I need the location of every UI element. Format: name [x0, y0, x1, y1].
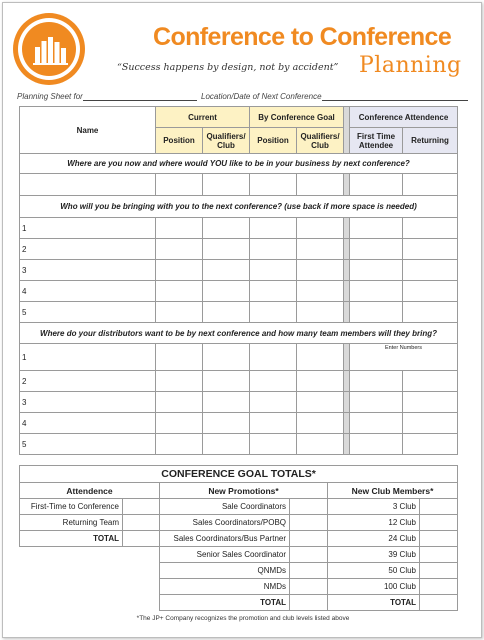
- promotion-label: Sales Coordinators/POBQ: [160, 515, 290, 531]
- input-cell[interactable]: [123, 531, 160, 547]
- row-number: 2: [20, 239, 156, 260]
- cell[interactable]: [297, 260, 344, 281]
- planning-sheet-for-field[interactable]: [17, 92, 197, 101]
- input-cell[interactable]: [290, 547, 328, 563]
- table-row: [20, 344, 458, 371]
- row-number: 5: [20, 434, 156, 455]
- enter-numbers-cell[interactable]: [350, 344, 458, 371]
- cell[interactable]: [403, 413, 458, 434]
- cell[interactable]: [350, 174, 403, 196]
- location-label: Location/Date of Next Conference: [201, 92, 322, 101]
- cell[interactable]: [297, 302, 344, 323]
- cell[interactable]: [250, 281, 297, 302]
- club-total-label: TOTAL: [328, 595, 420, 611]
- cell[interactable]: [156, 371, 203, 392]
- promotion-label: Senior Sales Coordinator: [160, 547, 290, 563]
- promotion-label: QNMDs: [160, 563, 290, 579]
- cell[interactable]: [403, 218, 458, 239]
- cell[interactable]: [403, 281, 458, 302]
- first-time-header: First Time Attendee: [350, 128, 403, 154]
- cell[interactable]: [203, 302, 250, 323]
- cell[interactable]: [156, 281, 203, 302]
- cell[interactable]: [203, 260, 250, 281]
- table-row: [20, 281, 458, 302]
- cell[interactable]: [297, 218, 344, 239]
- row-number: 1: [20, 218, 156, 239]
- planning-table: [19, 106, 458, 455]
- cell[interactable]: [350, 281, 403, 302]
- input-cell[interactable]: [290, 499, 328, 515]
- cell[interactable]: [203, 174, 250, 196]
- cell[interactable]: [156, 218, 203, 239]
- cell[interactable]: [250, 174, 297, 196]
- cell[interactable]: [350, 434, 403, 455]
- location-line: [322, 93, 468, 101]
- input-cell[interactable]: [420, 579, 458, 595]
- input-cell[interactable]: [420, 547, 458, 563]
- table-row: [20, 392, 458, 413]
- cell[interactable]: [203, 371, 250, 392]
- cell[interactable]: [156, 344, 203, 371]
- input-cell[interactable]: [420, 563, 458, 579]
- planning-sheet-line: [83, 93, 197, 101]
- row-number: 3: [20, 260, 156, 281]
- question-1: Where are you now and where would YOU like to be in your business by next conference?: [20, 154, 458, 174]
- cell[interactable]: [203, 392, 250, 413]
- promotions-total-label: TOTAL: [160, 595, 290, 611]
- location-field[interactable]: [201, 92, 468, 101]
- cell[interactable]: [156, 174, 203, 196]
- cell[interactable]: [403, 302, 458, 323]
- empty-cell: [20, 563, 160, 579]
- goal-totals-table: [19, 465, 458, 611]
- cell[interactable]: [156, 260, 203, 281]
- cell[interactable]: [250, 260, 297, 281]
- input-cell[interactable]: [290, 531, 328, 547]
- cell[interactable]: [350, 371, 403, 392]
- table-row: [20, 371, 458, 392]
- input-cell[interactable]: [420, 515, 458, 531]
- goal-qualifiers-header: Qualifiers/ Club: [297, 128, 344, 154]
- table-row: [20, 434, 458, 455]
- attendence-label: Returning Team: [20, 515, 123, 531]
- cell[interactable]: [20, 174, 156, 196]
- cell[interactable]: [156, 392, 203, 413]
- club-label: 12 Club: [328, 515, 420, 531]
- cell[interactable]: [403, 434, 458, 455]
- goal-header: By Conference Goal: [250, 107, 344, 128]
- attendence-label: First-Time to Conference: [20, 499, 123, 515]
- table-row: [20, 260, 458, 281]
- table-row: [20, 302, 458, 323]
- input-cell[interactable]: [290, 515, 328, 531]
- cell[interactable]: [403, 392, 458, 413]
- current-header: Current: [156, 107, 250, 128]
- cell[interactable]: [203, 413, 250, 434]
- input-cell[interactable]: [123, 515, 160, 531]
- input-cell[interactable]: [290, 579, 328, 595]
- empty-cell: [20, 547, 160, 563]
- cell[interactable]: [250, 302, 297, 323]
- cell[interactable]: [156, 302, 203, 323]
- cell[interactable]: [297, 281, 344, 302]
- input-cell[interactable]: [290, 595, 328, 611]
- current-position-header: Position: [156, 128, 203, 154]
- cell[interactable]: [297, 392, 344, 413]
- enter-numbers-label: Enter Numbers: [385, 345, 423, 351]
- planning-sheet-page: [2, 2, 482, 638]
- club-label: 39 Club: [328, 547, 420, 563]
- cell[interactable]: [250, 239, 297, 260]
- tagline: “Success happens by design, not by accident”: [117, 62, 339, 73]
- input-cell[interactable]: [420, 499, 458, 515]
- page-title: Conference to Conference: [153, 23, 452, 51]
- cell[interactable]: [297, 239, 344, 260]
- question-3: Where do your distributors want to be by next conference and how many team members will they bring?: [20, 323, 458, 344]
- cell[interactable]: [403, 371, 458, 392]
- self-row: [20, 174, 458, 196]
- club-label: 24 Club: [328, 531, 420, 547]
- cell[interactable]: [350, 260, 403, 281]
- cell[interactable]: [297, 344, 344, 371]
- name-header: Name: [20, 107, 156, 154]
- cell[interactable]: [350, 218, 403, 239]
- promotion-label: NMDs: [160, 579, 290, 595]
- input-cell[interactable]: [290, 563, 328, 579]
- cell[interactable]: [403, 239, 458, 260]
- cell[interactable]: [403, 174, 458, 196]
- cell[interactable]: [297, 434, 344, 455]
- current-qualifiers-header: Qualifiers/ Club: [203, 128, 250, 154]
- club-label: 100 Club: [328, 579, 420, 595]
- row-number: 4: [20, 413, 156, 434]
- attendance-header: Conference Attendence: [350, 107, 458, 128]
- cell[interactable]: [250, 434, 297, 455]
- cell[interactable]: [203, 434, 250, 455]
- bar-chart-logo-icon: [11, 11, 87, 87]
- totals-title: CONFERENCE GOAL TOTALS*: [20, 466, 458, 483]
- club-header: New Club Members*: [328, 483, 458, 499]
- goal-position-header: Position: [250, 128, 297, 154]
- table-row: [20, 239, 458, 260]
- row-number: 4: [20, 281, 156, 302]
- cell[interactable]: [203, 239, 250, 260]
- row-number: 3: [20, 392, 156, 413]
- attendence-total-label: TOTAL: [20, 531, 123, 547]
- returning-header: Returning: [403, 128, 458, 154]
- planning-sheet-label: Planning Sheet for: [17, 92, 83, 101]
- empty-cell: [20, 595, 160, 611]
- page-subtitle: Planning: [359, 53, 462, 78]
- cell[interactable]: [203, 281, 250, 302]
- input-cell[interactable]: [123, 499, 160, 515]
- cell[interactable]: [350, 392, 403, 413]
- promotion-label: Sale Coordinators: [160, 499, 290, 515]
- cell[interactable]: [350, 413, 403, 434]
- cell[interactable]: [297, 371, 344, 392]
- cell[interactable]: [250, 344, 297, 371]
- cell[interactable]: [250, 371, 297, 392]
- promotion-label: Sales Coordinators/Bus Partner: [160, 531, 290, 547]
- cell[interactable]: [156, 434, 203, 455]
- row-number: 5: [20, 302, 156, 323]
- input-cell[interactable]: [420, 595, 458, 611]
- cell[interactable]: [250, 392, 297, 413]
- question-2: Who will you be bringing with you to the next conference? (use back if more space is needed): [20, 196, 458, 218]
- cell[interactable]: [350, 239, 403, 260]
- cell[interactable]: [156, 239, 203, 260]
- row-number: 1: [20, 344, 156, 371]
- promotions-header: New Promotions*: [160, 483, 328, 499]
- empty-cell: [20, 579, 160, 595]
- table-row: [20, 218, 458, 239]
- club-label: 3 Club: [328, 499, 420, 515]
- cell[interactable]: [250, 413, 297, 434]
- cell[interactable]: [403, 260, 458, 281]
- cell[interactable]: [250, 218, 297, 239]
- table-row: [20, 413, 458, 434]
- attendence-header: Attendence: [20, 483, 160, 499]
- input-cell[interactable]: [420, 531, 458, 547]
- cell[interactable]: [297, 174, 344, 196]
- cell[interactable]: [350, 302, 403, 323]
- cell[interactable]: [203, 218, 250, 239]
- cell[interactable]: [203, 344, 250, 371]
- row-number: 2: [20, 371, 156, 392]
- club-label: 50 Club: [328, 563, 420, 579]
- cell[interactable]: [156, 413, 203, 434]
- cell[interactable]: [297, 413, 344, 434]
- footnote: *The JP+ Company recognizes the promotion and club levels listed above: [136, 615, 350, 622]
